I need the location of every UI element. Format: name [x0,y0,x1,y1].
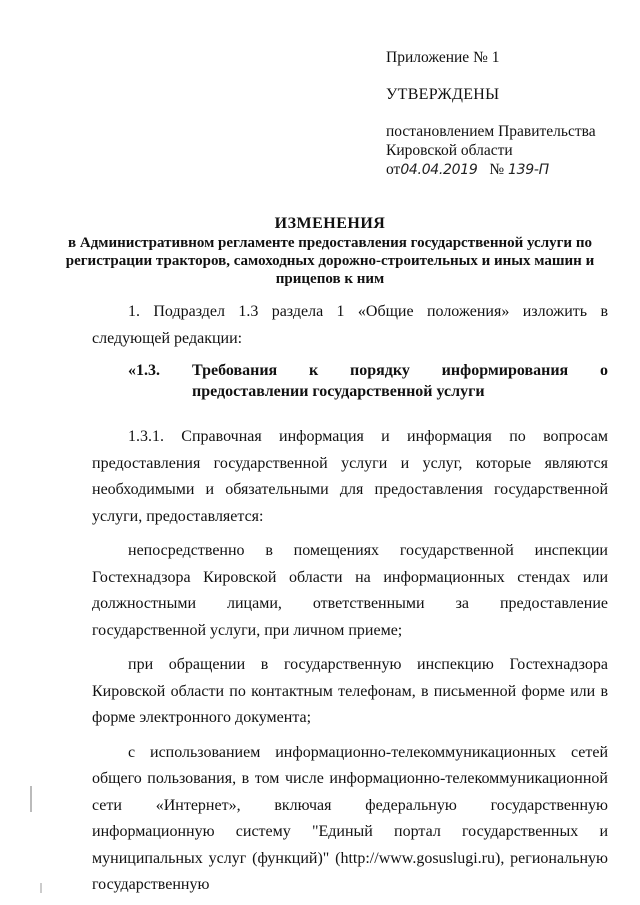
decree-reference [386,122,626,180]
section-number: «1.3. [128,362,160,379]
date-prefix: от [386,161,401,178]
scan-mark-small [40,883,42,893]
handwritten-number: 139-П [508,162,549,178]
approved-label: УТВЕРЖДЕНЫ [386,86,500,103]
appendix-label: Приложение № 1 [386,49,500,66]
decree-line-2: Кировской области [386,142,513,159]
number-prefix: № [489,161,505,178]
paragraph-3: непосредственно в помещениях государственной инспекции Гостехнадзора Кировской области на информационных стендах или должностными лицами, ответственными за предоставление государственной услуги, при личном приеме; [92,542,608,639]
scan-mark [30,786,32,812]
title-subtitle: в Административном регламенте предоставления государственной услуги по регистрации тракторов, самоходных дорожно-строительных и иных машин и прицепов к ним [65,235,595,287]
approval-block [386,48,626,180]
paragraph-5: с использованием информационно-телекоммуникационных сетей общего пользования, в том числе информационно-телекоммуникационной сети «Интернет», включая федеральную государственную информационную систему "Единый портал государственных и муниципальных услуг (функций)" (http://www.gosuslugi.ru), региональную государственную [92,743,608,893]
section-heading [92,360,608,402]
section-title: Требования к порядку информирования о предоставлении государственной услуги [192,362,608,400]
title-main: ИЗМЕНЕНИЯ [274,215,386,232]
paragraph-2: 1.3.1. Справочная информация и информация по вопросам предоставления государственной услуги и услуг, которые являются необходимыми и обязательными для предоставления государственной услуги, предоставляется: [92,428,608,525]
handwritten-date: 04.04.2019 [400,162,478,178]
paragraph-4: при обращении в государственную инспекцию Гостехнадзора Кировской области по контактным телефонам, в письменной форме или в форме электронного документа; [92,656,608,726]
document-title [60,214,600,288]
decree-date-number [386,160,626,180]
paragraph-1: 1. Подраздел 1.3 раздела 1 «Общие положения» изложить в следующей редакции: [92,303,608,347]
decree-line-1: постановлением Правительства [386,123,596,140]
document-body [92,299,608,899]
